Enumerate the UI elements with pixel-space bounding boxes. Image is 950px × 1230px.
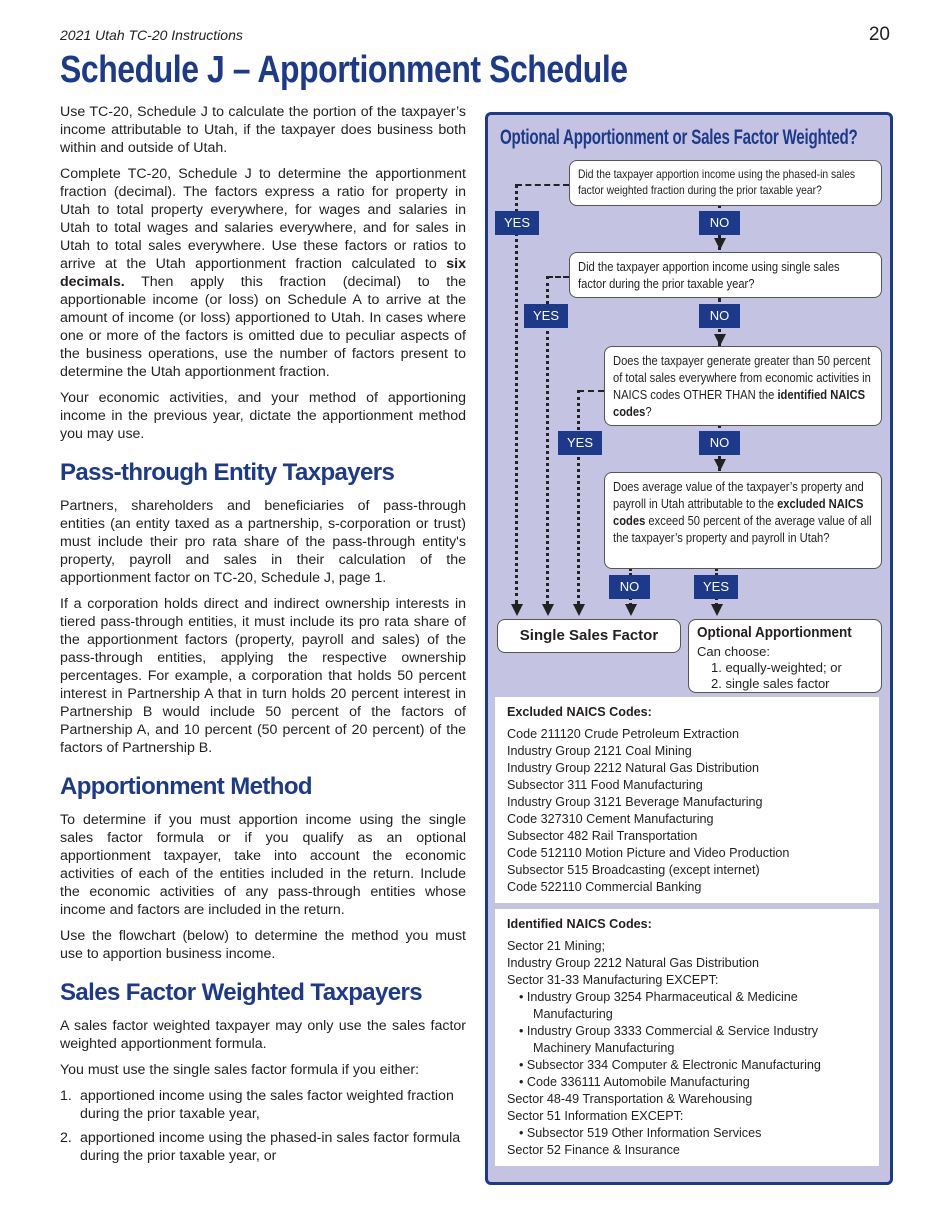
list-item: Sector 48-49 Transportation & Warehousing <box>507 1092 753 1106</box>
panel-heading: Excluded NAICS Codes: <box>507 705 652 719</box>
list-item: Sector 51 Information EXCEPT: <box>507 1109 684 1123</box>
arrow-down-icon <box>542 604 554 616</box>
section-heading: Pass-through Entity Taxpayers <box>60 459 395 486</box>
optional-apportionment-result <box>688 619 882 693</box>
arrow-down-icon <box>714 238 726 250</box>
condition-list <box>60 1087 466 1165</box>
bullet-item: Manufacturing <box>533 1007 613 1021</box>
text: Complete TC-20, Schedule J to determine the apportionment fraction (decimal). The factors express a ratio for property in Utah to total property everywhere, for wages and salaries in Utah to total wages and salaries everywhere, and for sales in Utah to total sales everywhere. Use these factors or ratios to arrive at the Utah apportionment fraction calculated to <box>60 166 466 272</box>
yes-label: YES <box>694 575 738 599</box>
list-item: Subsector 482 Rail Transportation <box>507 829 698 843</box>
paragraph: A sales factor weighted taxpayer may only use the sales factor weighted apportionment formula. <box>60 1018 466 1052</box>
list-item: Industry Group 2212 Natural Gas Distribution <box>507 956 759 970</box>
bullet-item: • Subsector 519 Other Information Services <box>519 1126 762 1140</box>
yes-label: YES <box>524 304 568 328</box>
panel-heading: Identified NAICS Codes: <box>507 917 652 931</box>
excluded-list <box>507 726 867 896</box>
no-label: NO <box>699 304 740 328</box>
arrow-down-icon <box>711 604 723 616</box>
single-sales-factor-result: Single Sales Factor <box>497 619 681 653</box>
arrow-down-icon <box>714 334 726 346</box>
connector <box>515 184 518 604</box>
bold-text: identified NAICS codes <box>613 387 866 419</box>
document-header: 2021 Utah TC-20 Instructions <box>60 27 243 43</box>
list-item: Code 211120 Crude Petroleum Extraction <box>507 727 739 741</box>
text: ? <box>645 404 652 419</box>
option: 1. equally-weighted; or <box>711 660 842 675</box>
arrow-down-icon <box>573 604 585 616</box>
connector <box>547 276 569 278</box>
yes-label: YES <box>558 431 602 455</box>
question-4 <box>604 472 882 569</box>
bullet-item: • Code 336111 Automobile Manufacturing <box>519 1075 750 1089</box>
flowchart-title: Optional Apportionment or Sales Factor Weighted? <box>500 126 858 149</box>
list-text: apportioned income using the sales factor weighted fraction during the prior taxable year, <box>80 1088 454 1122</box>
excluded-naics-panel <box>495 697 879 903</box>
bullet-item: Machinery Manufacturing <box>533 1041 675 1055</box>
paragraph: If a corporation holds direct and indirect ownership interests in tiered pass-through entities, it must include its pro rata share of the apportionment factors (property, payroll and sales) of the pass-through entities, applying the respective ownership percentages. For example, a corporation that holds 50 percent interest in Partnership A that in turn holds 20 percent interest in Partnership B would include 50 percent of the factors of Partnership A, and 10 percent (50 percent of 20 percent) of the factors of Partnership B. <box>60 596 466 756</box>
left-column <box>60 103 466 1171</box>
list-number: 2. <box>60 1130 72 1146</box>
no-label: NO <box>699 211 740 235</box>
text: exceed 50 percent of the average value of all the taxpayer’s property and payroll in Utah? <box>613 513 872 545</box>
list-item: Code 327310 Cement Manufacturing <box>507 812 714 826</box>
section-heading: Sales Factor Weighted Taxpayers <box>60 979 422 1006</box>
arrow-down-icon <box>714 459 726 471</box>
list-item: Sector 21 Mining; <box>507 939 606 953</box>
text: Can choose: <box>697 644 770 659</box>
list-item: Industry Group 2121 Coal Mining <box>507 744 692 758</box>
question-2 <box>569 252 882 298</box>
method-paragraph: Your economic activities, and your method of apportioning income in the previous year, dictate the apportionment method you may use. <box>60 390 466 442</box>
list-item: Industry Group 3121 Beverage Manufacturing <box>507 795 763 809</box>
text: Does average value of the taxpayer’s property and payroll in Utah attributable to the <box>613 479 864 511</box>
bold-text: excluded NAICS codes <box>613 496 864 528</box>
bullet-item: • Subsector 334 Computer & Electronic Manufacturing <box>519 1058 821 1072</box>
paragraph: Use the flowchart (below) to determine the method you must use to apportion business income. <box>60 928 466 962</box>
list-number: 1. <box>60 1088 72 1104</box>
question-text: Did the taxpayer apportion income using the phased-in sales factor weighted fraction during the prior taxable year? <box>578 167 856 197</box>
paragraph: To determine if you must apportion income using the single sales factor formula or if you qualify as an optional apportionment taxpayer, take into account the economic activities of each of the entities included in the return. Include the economic activities of any pass-through entities whose income and factors are included in the return. <box>60 812 466 918</box>
bullet-item: • Industry Group 3254 Pharmaceutical & Medicine <box>519 990 798 1004</box>
identified-naics-panel <box>495 909 879 1166</box>
result-title: Optional Apportionment <box>697 624 852 641</box>
connector <box>577 390 580 604</box>
list-item: Subsector 311 Food Manufacturing <box>507 778 703 792</box>
question-text: Did the taxpayer apportion income using single sales factor during the prior taxable year? <box>578 259 840 291</box>
page-number: 20 <box>868 24 890 45</box>
arrow-down-icon <box>511 604 523 616</box>
list-item: Industry Group 2212 Natural Gas Distribution <box>507 761 759 775</box>
question-1 <box>569 160 882 206</box>
list-item: Code 522110 Commercial Banking <box>507 880 702 894</box>
connector <box>578 390 604 392</box>
no-label: NO <box>699 431 740 455</box>
naics-panels <box>495 697 879 1166</box>
arrow-down-icon <box>625 604 637 616</box>
intro-paragraph: Use TC-20, Schedule J to calculate the portion of the taxpayer’s income attributable to Utah, if the taxpayer does business both within and outside of Utah. <box>60 104 466 156</box>
list-item: Sector 31-33 Manufacturing EXCEPT: <box>507 973 719 987</box>
text: Then apply this fraction (decimal) to the apportionable income (or loss) on Schedule A to arrive at the amount of income (or loss) apportioned to Utah. In cases where one or more of the factors is omitted due to peculiar aspects of the business operations, use the number of factors present to determine the Utah apportionment fraction. <box>60 274 466 380</box>
bullet-item: • Industry Group 3333 Commercial & Service Industry <box>519 1024 819 1038</box>
fraction-paragraph <box>60 165 466 381</box>
connector <box>516 184 569 186</box>
no-label: NO <box>609 575 650 599</box>
text: Does the taxpayer generate greater than 50 percent of total sales everywhere from economic activities in NAICS codes OTHER THAN the <box>613 353 871 402</box>
list-item: Code 512110 Motion Picture and Video Production <box>507 846 790 860</box>
list-item <box>60 1087 466 1123</box>
paragraph: You must use the single sales factor formula if you either: <box>60 1062 420 1078</box>
paragraph: Partners, shareholders and beneficiaries of pass-through entities (an entity taxed as a partnership, s-corporation or trust) must include their pro rata share of the pass-through entity's property, payroll and sales in their calculation of the apportionment factor on TC-20, Schedule J, page 1. <box>60 498 466 586</box>
section-heading: Apportionment Method <box>60 773 312 800</box>
option: 2. single sales factor <box>711 676 830 691</box>
list-item: Subsector 515 Broadcasting (except internet) <box>507 863 760 877</box>
list-text: apportioned income using the phased-in sales factor formula during the prior taxable year, or <box>80 1130 461 1164</box>
question-3 <box>604 346 882 426</box>
bold-text: six decimals. <box>60 256 466 290</box>
page-title: Schedule J – Apportionment Schedule <box>60 49 628 91</box>
yes-label: YES <box>495 211 539 235</box>
list-item <box>60 1129 466 1165</box>
list-item: Sector 52 Finance & Insurance <box>507 1143 680 1157</box>
